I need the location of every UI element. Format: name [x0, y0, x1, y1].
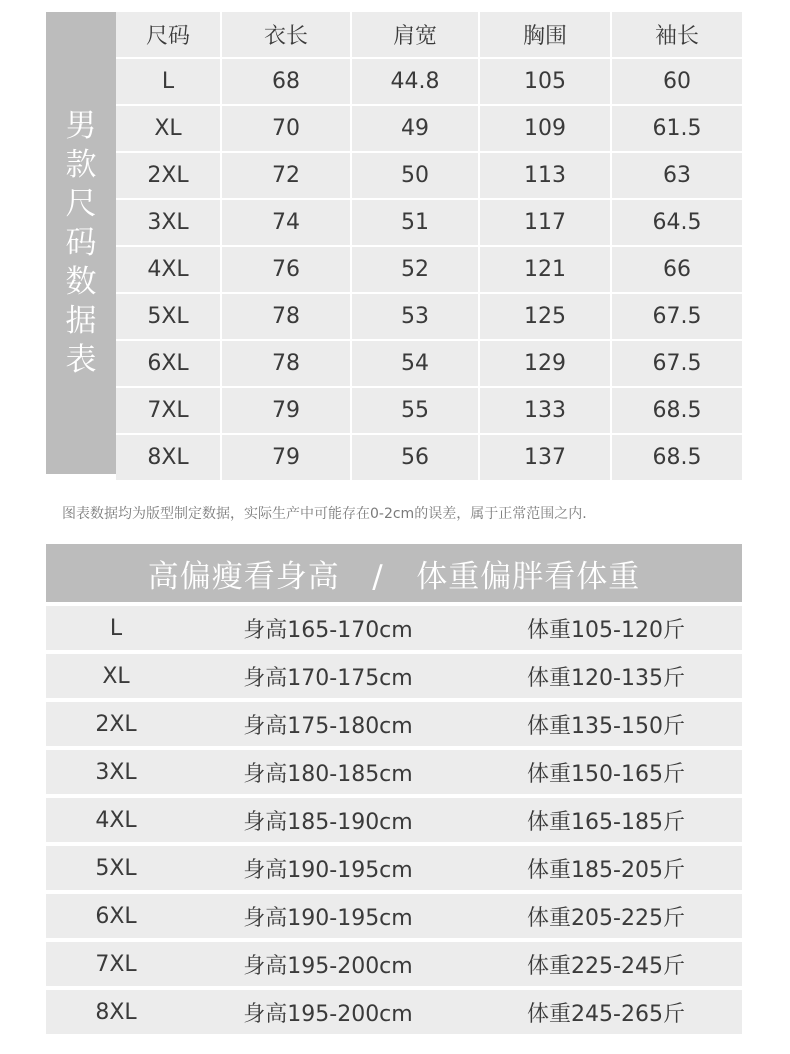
recommend-row — [46, 606, 742, 650]
table-cell: 55 — [352, 388, 478, 433]
size-row — [116, 294, 742, 339]
table-cell: 54 — [352, 341, 478, 386]
recommend-header — [46, 544, 742, 602]
table-cell: 50 — [352, 153, 478, 198]
table-cell: 56 — [352, 435, 478, 480]
size-grid — [116, 12, 742, 474]
side-title-panel — [46, 12, 116, 474]
table-cell: 5XL — [116, 294, 220, 339]
table-cell: 70 — [222, 106, 350, 151]
table-cell: 137 — [480, 435, 610, 480]
weight-cell: 体重150-165斤 — [527, 761, 685, 787]
size-cell: XL — [102, 663, 130, 689]
table-cell: 79 — [222, 435, 350, 480]
table-cell: 4XL — [116, 247, 220, 292]
table-cell: 125 — [480, 294, 610, 339]
height-cell: 身高170-175cm — [243, 665, 413, 691]
table-cell: 7XL — [116, 388, 220, 433]
weight-cell: 体重245-265斤 — [527, 1001, 685, 1027]
recommend-row — [46, 702, 742, 746]
table-cell: 79 — [222, 388, 350, 433]
height-cell: 身高190-195cm — [243, 857, 413, 883]
table-cell: 44.8 — [352, 59, 478, 104]
size-cell: 3XL — [95, 759, 137, 785]
table-cell: 6XL — [116, 341, 220, 386]
weight-cell: 体重205-225斤 — [527, 905, 685, 931]
table-cell: 76 — [222, 247, 350, 292]
recommend-row — [46, 750, 742, 794]
weight-cell: 体重105-120斤 — [527, 617, 685, 643]
table-cell: 8XL — [116, 435, 220, 480]
header-cell: 肩宽 — [352, 12, 478, 57]
table-cell: 109 — [480, 106, 610, 151]
recommend-row — [46, 942, 742, 986]
table-cell: 52 — [352, 247, 478, 292]
table-cell: 129 — [480, 341, 610, 386]
weight-cell: 体重135-150斤 — [527, 713, 685, 739]
table-cell: 68.5 — [612, 388, 742, 433]
size-row — [116, 247, 742, 292]
size-cell: 2XL — [95, 711, 137, 737]
table-cell: 72 — [222, 153, 350, 198]
height-cell: 身高180-185cm — [243, 761, 413, 787]
height-cell: 身高195-200cm — [243, 1001, 413, 1027]
height-cell: 身高195-200cm — [243, 953, 413, 979]
size-row — [116, 106, 742, 151]
table-cell: 51 — [352, 200, 478, 245]
header-cell: 尺码 — [116, 12, 220, 57]
table-cell: L — [116, 59, 220, 104]
table-cell: 64.5 — [612, 200, 742, 245]
table-cell: 105 — [480, 59, 610, 104]
size-row — [116, 341, 742, 386]
table-cell: 133 — [480, 388, 610, 433]
size-cell: 6XL — [95, 903, 137, 929]
table-cell: 3XL — [116, 200, 220, 245]
table-cell: 121 — [480, 247, 610, 292]
size-row — [116, 153, 742, 198]
table-cell: 66 — [612, 247, 742, 292]
size-cell: 4XL — [95, 807, 137, 833]
weight-cell: 体重185-205斤 — [527, 857, 685, 883]
table-cell: 68.5 — [612, 435, 742, 480]
size-cell: 8XL — [95, 999, 137, 1025]
header-cell: 衣长 — [222, 12, 350, 57]
table-cell: 74 — [222, 200, 350, 245]
header-cell: 袖长 — [612, 12, 742, 57]
recommend-row — [46, 798, 742, 842]
table-cell: 78 — [222, 341, 350, 386]
table-cell: 60 — [612, 59, 742, 104]
weight-cell: 体重225-245斤 — [527, 953, 685, 979]
size-cell: 7XL — [95, 951, 137, 977]
size-row — [116, 435, 742, 480]
table-cell: 49 — [352, 106, 478, 151]
table-cell: 68 — [222, 59, 350, 104]
table-cell: 61.5 — [612, 106, 742, 151]
size-row — [116, 200, 742, 245]
side-title: 男款尺码数据表 — [65, 107, 97, 378]
size-cell: 5XL — [95, 855, 137, 881]
size-cell: L — [109, 615, 123, 641]
header-cell: 胸围 — [480, 12, 610, 57]
size-row — [116, 388, 742, 433]
men-size-table — [46, 12, 742, 474]
recommend-row — [46, 894, 742, 938]
table-cell: 63 — [612, 153, 742, 198]
height-cell: 身高165-170cm — [243, 617, 413, 643]
table-cell: 67.5 — [612, 341, 742, 386]
table-cell: 2XL — [116, 153, 220, 198]
weight-cell: 体重120-135斤 — [527, 665, 685, 691]
height-cell: 身高185-190cm — [243, 809, 413, 835]
table-cell: 117 — [480, 200, 610, 245]
height-cell: 身高175-180cm — [243, 713, 413, 739]
recommend-row — [46, 654, 742, 698]
recommend-title: 高偏瘦看身高 / 体重偏胖看体重 — [147, 558, 641, 595]
weight-cell: 体重165-185斤 — [527, 809, 685, 835]
recommend-row — [46, 990, 742, 1034]
height-cell: 身高190-195cm — [243, 905, 413, 931]
table-cell: XL — [116, 106, 220, 151]
size-row — [116, 59, 742, 104]
table-cell: 113 — [480, 153, 610, 198]
table-cell: 67.5 — [612, 294, 742, 339]
table-cell: 53 — [352, 294, 478, 339]
size-note: 图表数据均为版型制定数据，实际生产中可能存在0-2cm的误差，属于正常范围之内. — [62, 506, 587, 522]
recommend-row — [46, 846, 742, 890]
header-row — [116, 12, 742, 57]
table-cell: 78 — [222, 294, 350, 339]
